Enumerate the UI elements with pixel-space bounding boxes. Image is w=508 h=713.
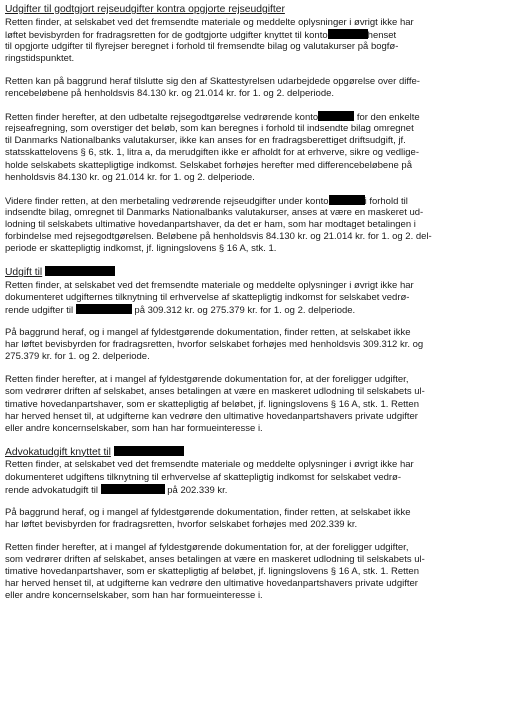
section-heading: Udgift til [5, 266, 502, 280]
redaction-bar [101, 484, 165, 494]
paragraph: Retten finder herefter, at i mangel af fyldestgørende dokumentation for, at der foreligger udgifter, som vedrører driften af selskabet, anses betalingen at være en maskeret udlodning til selskabets ul- timative hovedanpartshaver, som er skattepligtig af beløbet, jf. ligningslovens § 16 A, stk. 1. Retten har herved henset til, at udgifterne kan vedrøre den ultimative hovedanpartshavers private udgifter eller andre koncernselskaber, som han har formueinteresse i. [5, 374, 425, 434]
redaction-bar [328, 29, 368, 39]
paragraph: Retten finder, at selskabet ved det fremsendte materiale og meddelte oplysninger i øvrigt ikke har dokumenteret udgiftens tilknytning til erhvervelse af skattepligtig indkomst for selskabet vedrø- rende advokatudgift til på 202.339 kr. [5, 459, 414, 496]
redaction-bar [318, 111, 354, 121]
paragraph: Videre finder retten, at den merbetaling vedrørende rejseudgifter under konto i forhold til indsendte bilag, omregnet til Danmarks Nationalbanks valutakurser, anses at være en maskeret ud- lodning til selskabets ultimative hovedanpartshaver, da det er ham, som har modtaget betalingen i forbindelse med rejsegodtgørelsen. Beløbene på henholdsvis 84.130 kr. og 21.014 kr. for 1. og 2. del- periode er skattepligtig indkomst, jf. ligningslovens § 16 A, stk. 1. [5, 195, 432, 255]
paragraph: Retten finder, at selskabet ved det fremsendte materiale og meddelte oplysninger i øvrigt ikke har dokumenteret udgifternes tilknytning til erhvervelse af skattepligtig indkomst for selskabet vedrø- rende udgifter til på 309.312 kr. og 275.379 kr. for 1. og 2. delperiode. [5, 279, 414, 316]
paragraph: På baggrund heraf, og i mangel af fyldestgørende dokumentation, finder retten, at selskabet ikke har løftet bevisbyrden for fradragsretten, hvorfor selskabet forhøjes med 202.339 kr. [5, 506, 411, 530]
paragraph: Retten finder herefter, at i mangel af fyldestgørende dokumentation for, at der foreligger udgifter, som vedrører driften af selskabet, anses betalingen at være en maskeret udlodning til selskabets ul- timative hovedanpartshaver, som er skattepligtig af beløbet, jf. ligningslovens § 16 A, stk. 1. Retten har herved henset til, at udgifterne kan vedrøre den ultimative hovedanpartshavers private udgifter eller andre koncernselskaber, som han har formueinteresse i. [5, 541, 425, 602]
paragraph: Retten finder herefter, at den udbetalte rejsegodtgørelse vedrørende konto for den enkelte rejseafregning, som overstiger det beløb, som kan beregnes i forhold til indsendte bilag omregnet til Danmarks Nationalbanks valutakurser, ikke kan anses for en fradragsberettiget driftsudgift, jf. statsskattelovens § 6, stk. 1, litra a, da merudgiften ikke er afholdt for at erhverve, sikre og vedlige- holde selskabets skattepligtige indkomst. Selskabet forhøjes herefter med differencebeløbene på henholdsvis 84.130 kr. og 21.014 kr. for 1. og 2. delperiode. [5, 112, 420, 183]
paragraph: På baggrund heraf, og i mangel af fyldestgørende dokumentation, finder retten, at selskabet ikke har løftet bevisbyrden for fradragsretten, hvorfor selskabet forhøjes med henholdsvis 309.312 kr. og 275.379 kr. for 1. og 2. delperiode. [5, 327, 424, 363]
redaction-bar [45, 266, 115, 276]
section-heading: Advokatudgift knyttet til [5, 446, 502, 460]
redaction-bar [329, 195, 365, 205]
redaction-bar [76, 304, 132, 314]
paragraph: Retten kan på baggrund heraf tilslutte sig den af Skattestyrelsen udarbejdede opgørelse over diffe- rencebeløbene på henholdsvis 84.130 kr. og 21.014 kr. for 1. og 2. delperiode. [5, 75, 420, 100]
redaction-bar [114, 446, 184, 456]
section-heading: Udgifter til godtgjort rejseudgifter kontra opgjorte rejseudgifter [5, 4, 285, 15]
paragraph: Retten finder, at selskabet ved det fremsendte materiale og meddelte oplysninger i øvrigt ikke har løftet bevisbyrden for fradragsretten for de godtgjorte udgifter knyttet til konto henset til opgjorte udgifter til flyrejser beregnet i forhold til fremsendte bilag og valutakurser på bogfø- ringstidspunktet. [5, 16, 414, 64]
